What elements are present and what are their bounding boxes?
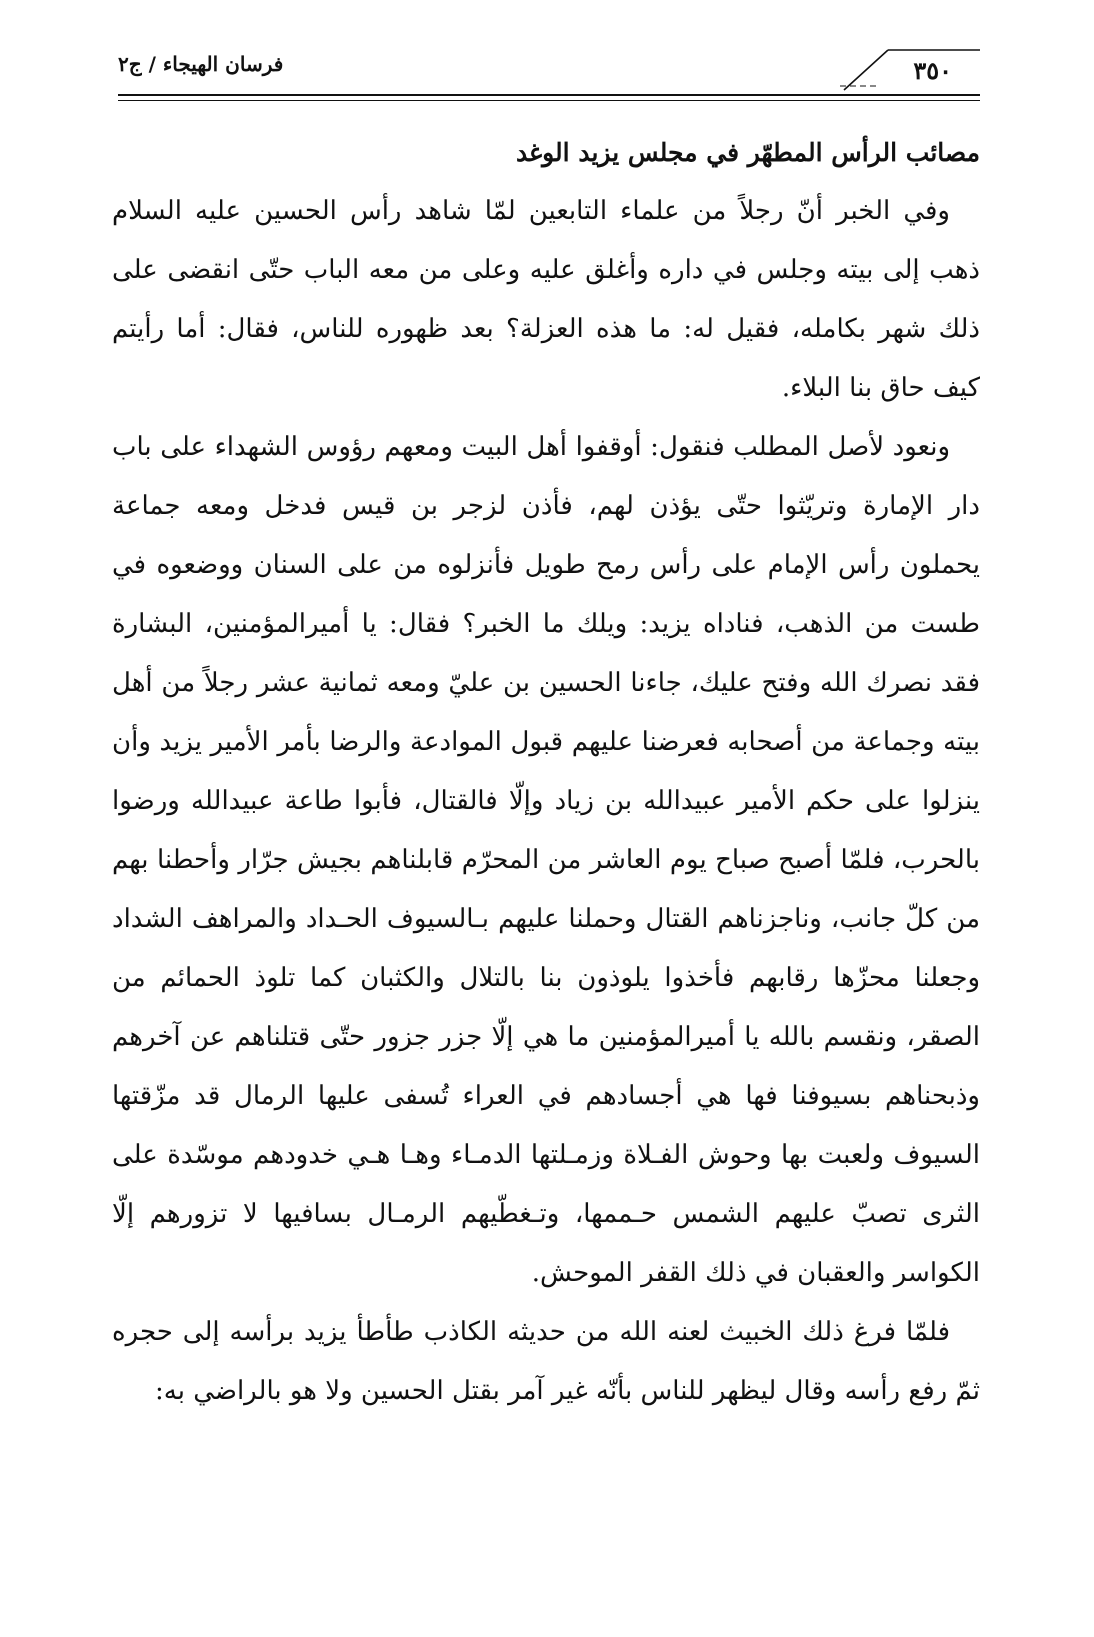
paragraph-3: فلمّا فرغ ذلك الخبيث لعنه الله من حديثه الكاذب طأطأ يزيد برأسه إلى حجره ثمّ رفع رأسه وقال ليظهر للناس بأنّه غير آمر بقتل الحسين ولا هو بالراضي به: xyxy=(112,1317,980,1406)
page-content xyxy=(112,128,980,1421)
header-rule xyxy=(118,94,980,101)
paragraph-2: ونعود لأصل المطلب فنقول: أوقفوا أهل البيت ومعهم رؤوس الشهداء على باب دار الإمارة وتريّثوا حتّى يؤذن لهم، فأذن لزجر بن قيس فدخل ومعه جماعة يحملون رأس الإمام على رأس رمح طويل فأنزلوه من على السنان ووضعوه في طست من الذهب، فناداه يزيد: ويلك ما الخبر؟ فقال: يا أميرالمؤمنين، البشارة فقد نصرك الله وفتح عليك، جاءنا الحسين بن عليّ ومعه ثمانية عشر رجلاً من أهل بيته وجماعة من أصحابه فعرضنا عليهم قبول الموادعة والرضا بأمر الأمير يزيد وأن ينزلوا على حكم الأمير عبيدالله بن زياد وإلّا فالقتال، فأبوا طاعة عبيدالله ورضوا بالحرب، فلمّا أصبح صباح يوم العاشر من المحرّم قابلناهم بجيش جرّار وأحطنا بهم من كلّ جانب، وناجزناهم القتال وحملنا عليهم بـالسيوف الحـداد والمراهف الشداد وجعلنا محزّها رقابهم فأخذوا يلوذون بنا بالتلال والكثبان كما تلوذ الحمائم من الصقر، ونقسم بالله يا أميرالمؤمنين ما هي إلّا جزر جزور حتّى قتلناهم عن آخرهم وذبحناهم بسيوفنا فها هي أجسادهم في العراء تُسفى عليها الرمال قد مزّقتها السيوف ولعبت بها وحوش الفـلاة وزمـلتها الدمـاء وهـا هـي خدودهم موسّدة على الثرى تصبّ عليهم الشمس حـممها، وتـغطّيهم الرمـال بسافيها لا تزورهم إلّا الكواسر والعقبان في ذلك القفر الموحش. xyxy=(112,432,980,1288)
running-header xyxy=(118,48,980,98)
page-number: ٣٥٠ xyxy=(913,56,952,85)
section-heading: مصائب الرأس المطهّر في مجلس يزيد الوغد xyxy=(515,138,980,167)
paragraph-1: وفي الخبر أنّ رجلاً من علماء التابعين لمّا شاهد رأس الحسين عليه السلام ذهب إلى بيته وجلس في داره وأغلق عليه وعلى من معه الباب حتّى انقضى على ذلك شهر بكامله، فقيل له: ما هذه العزلة؟ بعد ظهوره للناس، فقال: أما رأيتم كيف حاق بنا البلاء. xyxy=(112,196,980,403)
page-number-ornament xyxy=(840,44,980,94)
book-title: فرسان الهيجاء / ج٢ xyxy=(118,52,284,76)
